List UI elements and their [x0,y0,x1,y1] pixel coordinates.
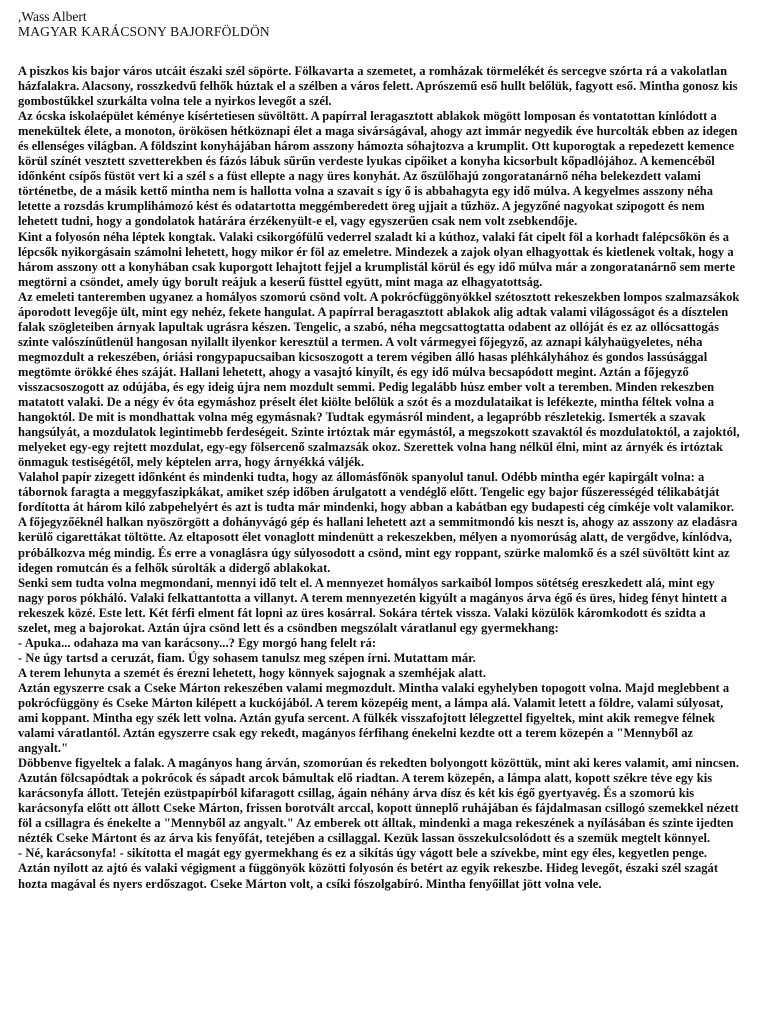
dialogue-line: - Apuka... odahaza ma van karácsony...? Egy morgó hang felelt rá: [18,635,377,650]
paragraph: Valahol papír zizegett időnként és mindenki tudta, hogy az állomásfőnök spanyolul tanul. Odébb mintha egér kapirgált volna: a tábornok faragta a meggyfaszipkákat, amiket szép időben árulgatott a vendéglő előtt. Tengelic egy bajor fűszerességéd télikabátját fordította át három kiló zabpehelyért és azt is tudta már mindenki, hogy abban a kabátban egy budapesti cég címkéje volt valamikor. A főjegyzőéknél halkan nyöszörgött a dohányvágó gép és hallani lehetett azt a semmitmondó kis neszt is, ahogy az asszony az eladásra kerülő cigarettákat töltötte. Az eltaposott élet vonaglott mindenütt a rekeszekben, mélyen a nyomorúság alatt, de vergődve, kínlódva, próbálkozva még mindig. És erre a vonaglásra úgy súlyosodott a csönd, mint egy roppant, szürke malomkő és a szél süvöltött kint az idegen romutcán és a felhők súrolták a didergő ablakokat. [18,470,738,575]
paragraph: A piszkos kis bajor város utcáit északi szél söpörte. Fölkavarta a szemetet, a romházak törmelékét és sercegve szórta rá a vakolatlan házfalakra. Alacsony, rosszkedvű felhők húztak el a szélben a város felett. Aprószemű eső hullt belőlük, fagyott eső. Mintha gonosz kis gombostűkkel szurkálta volna tele a nyirkos levegőt a szél. [18,64,738,109]
dialogue-line: - Né, karácsonyfa! - sikította el magát egy gyermekhang és ez a sikítás úgy vágott bele a szívekbe, mint egy éles, kegyetlen penge. [18,846,708,861]
paragraph: A terem lehunyta a szemét és érezni lehetett, hogy könnyek sajognak a szemhéjak alatt. [18,665,487,680]
paragraph: Aztán nyílott az ajtó és valaki végigment a függönyök közötti folyosón és betért az egyik rekeszbe. Hideg levegőt, északi szél szagát hozta magával és nyers erdőszagot. Cseke Márton volt, a csíki fószolgabíró. Mintha fenyőillat jött volna vele. [18,861,719,891]
document-header [18,9,748,39]
story-body [18,64,740,892]
document-title: MAGYAR KARÁCSONY BAJORFÖLDÖN [18,24,270,39]
paragraph: Döbbenve figyeltek a falak. A magányos hang árván, szomorúan és rekedten bolyongott közöttük, mint aki keres valamit, ami nincsen. Azután fölcsapódtak a pokrócok és sápadt arcok bámultak elő riadtan. A terem közepén, a lámpa alatt, kopott székre téve egy kis karácsonyfa állott. Tetején ezüstpapírból kifaragott csillag, ágain néhány árva dísz és két kis égő gyertyavég. És a szomorú kis karácsonyfa előtt ott állott Cseke Márton, frissen borotvált arccal, kopott ünneplő ruhájában és fájdalmasan csillogó szemekkel nézett föl a csillagra és énekelte a "Mennyből az angyalt." Az emberek ott álltak, mindenki a maga rekeszének a nyílásában és szinte ijedten nézték Cseke Mártont és az árva kis fenyőfát, tetejében a csillaggal. Kezük lassan összekulcsolódott és a szemük megtelt könnyel. [18,756,740,846]
dialogue-line: - Ne úgy tartsd a ceruzát, fiam. Úgy sohasem tanulsz meg szépen írni. Mutattam már. [18,650,476,665]
author-name: ,Wass Albert [18,9,87,24]
paragraph: Kint a folyosón néha léptek kongtak. Valaki csikorgófülű vederrel szaladt ki a kúthoz, valaki fát cipelt föl a korhadt falépcsőkön és a lépcsők nyikorgásain számolni lehetett, hogy mikor ér föl az emeletre. Mindezek a zajok olyan elhagyottak és kietlenek voltak, hogy a három asszony ott a konyhában csak kuporgott lehajtott fejjel a krumplistál körül és egy idő múlva már a zongoratanárnő sem merte megtörni a csöndet, amely úgy borult reájuk a keserű füsttel együtt, mint maga az elhagyatottság. [18,229,736,289]
paragraph: Az ócska iskolaépület kéménye kísértetiesen süvöltött. A papírral leragasztott ablakok mögött lomposan és vontatottan kínlódott a menekültek élete, a monoton, örökösen hétköznapi élet a maga sivárságával, ahogy azt immár negyedik éve hurcolták ebben az idegen és ellenséges világban. A földszint konyhájában három asszony hámozta sóhajtozva a krumplit. Ott kuporogtak a repedezett kemence körül színét vesztett szvetterekben és fázós lábuk sűrűn verdeste lyukas cipőiket a konyha kicsorbult kőpadlójához. A kemencéből időnként csípős füstöt vert ki a szél s a füst ellepte a nagy üres konyhát. Az őszülőhajú zongoratanárnő néha belekezdett valami történetbe, de a másik kettő mintha nem is hallotta volna a szavait s így ő is abbahagyta egy idő múlva. A kegyelmes asszony néha letette a rozsdás krumplihámozó kést és odatartotta meggémberedett öreg ujjait a tűzhöz. A jegyzőné nagyokat szipogott és nem lehetett tudni, hogy a gondolatok határára érzékenyült-e el, vagy egyszerűen csak nem volt zsebkendője. [18,109,738,229]
paragraph: Aztán egyszerre csak a Cseke Márton rekeszében valami megmozdult. Mintha valaki egyhelyben topogott volna. Majd meglebbent a pokrócfüggöny és Cseke Márton kilépett a kuckójából. A terem közepéig ment, a lámpa alá. Valamit letett a földre, valami súlyosat, ami koppant. Mintha egy szék lett volna. Aztán gyufa sercent. A fülkék visszafojtott lélegzettel figyeltek, mint akik remegve félnek valami váratlantól. Aztán egyszerre csak egy rekedt, magányos férfihang énekelni kezdte ott a terem közepén a "Mennyből az angyalt." [18,680,730,756]
paragraph: Senki sem tudta volna megmondani, mennyi idő telt el. A mennyezet homályos sarkaiból lompos sötétség ereszkedett alá, mint egy nagy poros pókháló. Valaki felkattantotta a villanyt. A terem mennyezetén kigyúlt a magányos árva égő és üres, hideg fényt hintett a rekeszek közé. Este lett. Két férfi elment fát lopni az üres kosárral. Sokára tértek vissza. Valaki közülök káromkodott és szidta a szelet, meg a bajorokat. Aztán újra csönd lett és a csöndben megszólalt váratlanul egy gyermekhang: [18,575,728,635]
paragraph: Az emeleti tanteremben ugyanez a homályos szomorú csönd volt. A pokrócfüggönyökkel szétosztott rekeszekben lompos szalmazsákok áporodott levegője ült, mint egy nehéz, fekete hangulat. A papírral beragasztott ablakok alig adtak valami világosságot és a dísztelen falak szögleteiben árnyak lapultak ugrásra készen. Tengelic, a szabó, néha megcsattogtatta odabent az ollóját és ez az ollócsattogás szinte valószínűtlenül hangosan nyilallt ilyenkor keresztül a termen. A volt vármegyei főjegyző, az aznapi kályhaügyeletes, néha megmozdult a rekeszében, óriási rongypapucsaiban kicsoszogott a terem végiben álló hasas pléhkályhához és gondos lassúsággal megtömte örökké éhes száját. Hallani lehetett, ahogy a vasajtó kinyílt, és egy idő múlva becsapódott megint. Aztán a főjegyző visszacsoszogott az odújába, és egy ideig újra nem mozdult semmi. Pedig legalább húsz ember volt a teremben. Minden rekeszben matatott valaki. De a négy év óta egymáshoz préselt élet kiölte belőlük a szót és a mozdulataikat is lefékezte, mintha féltek volna a hangoktól. De mit is mondhattak volna még egymásnak? Tudtak egymásról mindent, a legapróbb részletekig. Ismerték a szavak hangsúlyát, a mozdulatok legintimebb ferdeségeit. Szinte irtóztak már egymástól, a megszokott szavaktól és mozdulatoktól, a zajoktól, melyeket egy-egy rejtett mozdulat, egy-egy fölsercenő szalmazsák okoz. Szerettek volna hang nélkül élni, mint az árnyék és irtóztak önmaguk testiségétől, mely képtelen arra, hogy árnyékká váljék. [18,289,740,470]
